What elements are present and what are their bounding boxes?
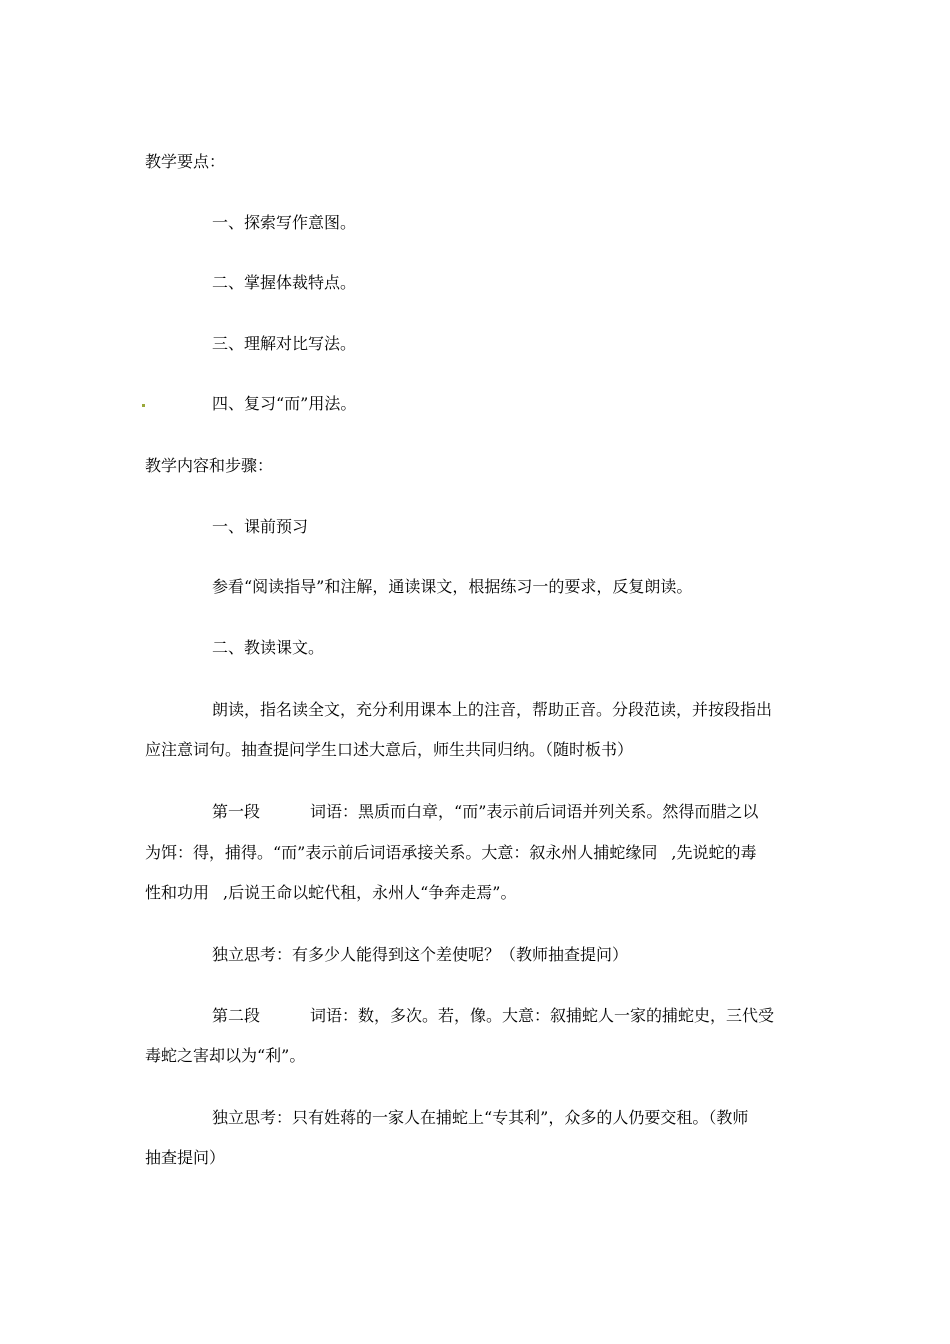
reading-paragraph-line-2: 应注意词句。抽查提问学生口述大意后，师生共同归纳。（随时板书） xyxy=(145,740,634,759)
step2-title: 二、教读课文。 xyxy=(212,638,325,657)
section2-line-1 xyxy=(212,1006,774,1026)
heading-teaching-steps: 教学内容和步骤： xyxy=(145,456,274,475)
section1-text-3b: ,后说王命以蛇代租，永州人“争奔走焉”。 xyxy=(223,883,517,902)
step1-title: 一、课前预习 xyxy=(212,517,309,536)
independent-thinking-2-line-1: 独立思考：只有姓蒋的一家人在捕蛇上“专其利”，众多的人仍要交租。（教师 xyxy=(212,1108,749,1127)
section2-line-2: 毒蛇之害却以为“利”。 xyxy=(145,1046,306,1065)
section1-text-2b: ,先说蛇的毒 xyxy=(671,843,757,862)
reading-paragraph-line-1: 朗读，指名读全文，充分利用课本上的注音，帮助正音。分段范读，并按段指出 xyxy=(212,700,773,719)
section1-text-3a: 性和功用 xyxy=(145,883,210,902)
section2-label: 第二段 xyxy=(212,1006,261,1025)
section1-text-1: 词语：黑质而白章，“而”表示前后词语并列关系。然得而腊之以 xyxy=(310,802,759,821)
stray-mark xyxy=(142,404,145,407)
point-item-4: 四、复习“而”用法。 xyxy=(212,394,357,413)
section1-line-1 xyxy=(212,802,758,822)
section2-text-1: 词语：数，多次。若，像。大意：叙捕蛇人一家的捕蛇史，三代受 xyxy=(310,1006,775,1025)
heading-teaching-points: 教学要点： xyxy=(145,152,226,171)
step1-text: 参看“阅读指导”和注解，通读课文，根据练习一的要求，反复朗读。 xyxy=(212,577,693,596)
section1-line-3 xyxy=(145,883,516,903)
independent-thinking-2-line-2: 抽查提问） xyxy=(145,1148,226,1167)
point-item-2: 二、掌握体裁特点。 xyxy=(212,273,357,292)
independent-thinking-1: 独立思考：有多少人能得到这个差使呢？（教师抽查提问） xyxy=(212,945,629,964)
section1-line-2 xyxy=(145,843,756,863)
section1-text-2: 为饵：得，捕得。“而”表示前后词语承接关系。大意：叙永州人捕蛇缘同 xyxy=(145,843,658,862)
point-item-1: 一、探索写作意图。 xyxy=(212,213,357,232)
section1-label: 第一段 xyxy=(212,802,261,821)
point-item-3: 三、理解对比写法。 xyxy=(212,334,357,353)
